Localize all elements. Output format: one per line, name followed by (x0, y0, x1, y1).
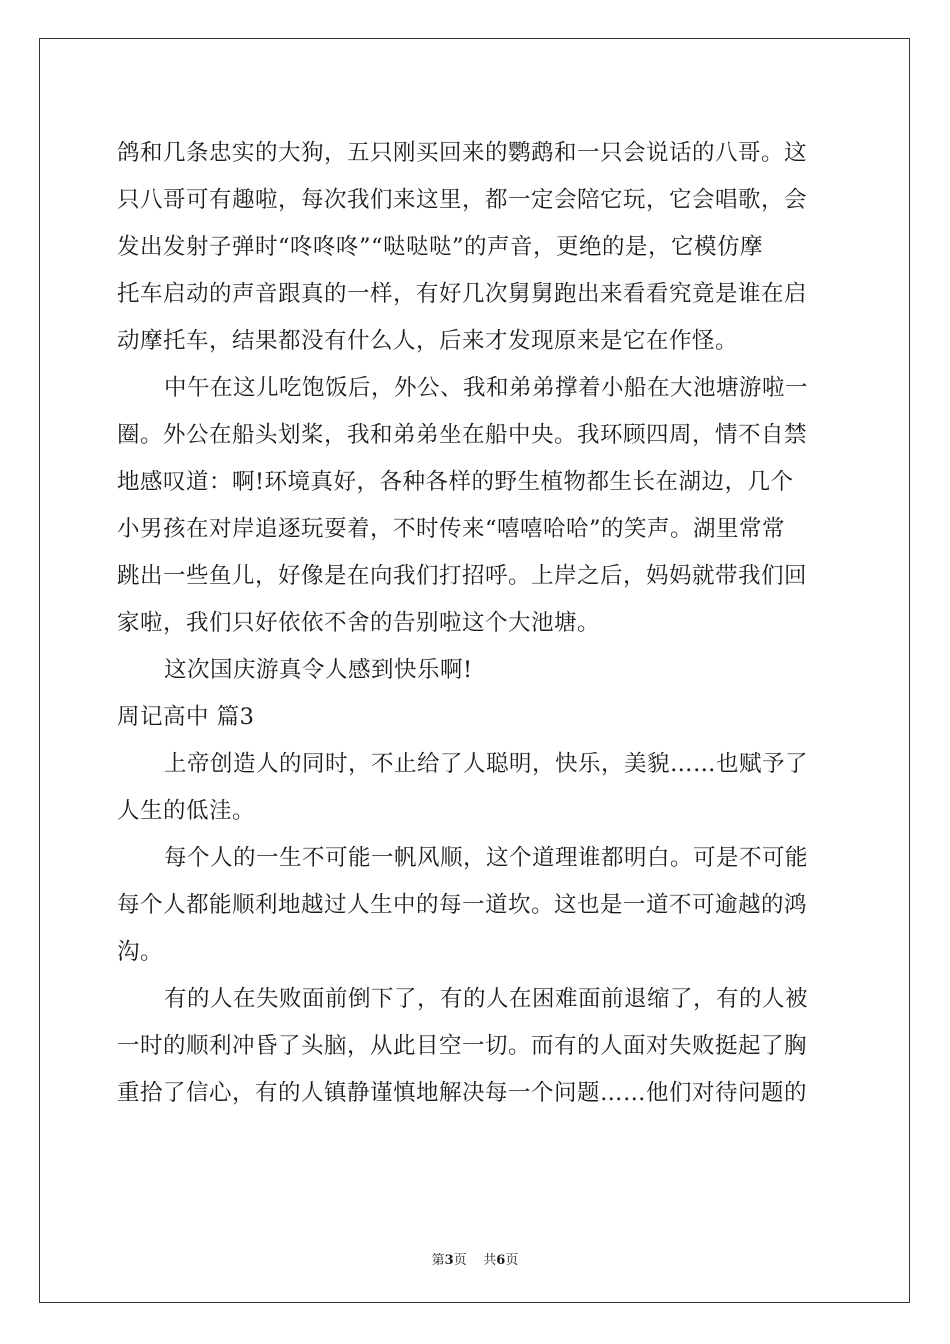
text-line: 家啦，我们只好依依不舍的告别啦这个大池塘。 (117, 610, 601, 636)
text-line: 重拾了信心，有的人镇静谨慎地解决每一个问题……他们对待问题的 (117, 1080, 808, 1106)
paragraph-start-line: 上帝创造人的同时，不止给了人聪明，快乐，美貌……也赋予了 (164, 751, 809, 777)
text-line: 圈。外公在船头划桨，我和弟弟坐在船中央。我环顾四周，情不自禁 (117, 422, 808, 448)
text-line: 鸽和几条忠实的大狗，五只刚买回来的鹦鹉和一只会说话的八哥。这 (117, 140, 808, 166)
paragraph-start-line: 这次国庆游真令人感到快乐啊! (164, 657, 473, 683)
text-line: 地感叹道：啊!环境真好，各种各样的野生植物都生长在湖边，几个 (117, 469, 794, 495)
text-line: 人生的低洼。 (117, 798, 256, 824)
total-prefix: 共 (483, 1253, 497, 1268)
text-line: 发出发射子弹时“咚咚咚”“哒哒哒”的声音，更绝的是，它模仿摩 (117, 234, 764, 260)
page-footer (0, 1249, 950, 1268)
page-prefix: 第 (431, 1253, 445, 1268)
text-line: 跳出一些鱼儿，好像是在向我们打招呼。上岸之后，妈妈就带我们回 (117, 563, 808, 589)
text-line: 动摩托车，结果都没有什么人，后来才发现原来是它在作怪。 (117, 328, 739, 354)
section-heading: 周记高中 篇3 (117, 704, 255, 730)
paragraph-start-line: 有的人在失败面前倒下了，有的人在困难面前退缩了，有的人被 (164, 986, 809, 1012)
text-line: 只八哥可有趣啦，每次我们来这里，都一定会陪它玩，它会唱歌，会 (117, 187, 808, 213)
text-line: 沟。 (117, 939, 164, 965)
text-line: 一时的顺利冲昏了头脑，从此目空一切。而有的人面对失败挺起了胸 (117, 1033, 808, 1059)
page-number: 3 (444, 1253, 454, 1268)
text-line: 小男孩在对岸追逐玩耍着，不时传来“嘻嘻哈哈”的笑声。湖里常常 (117, 516, 786, 542)
document-body (117, 130, 837, 1117)
paragraph-start-line: 中午在这儿吃饱饭后，外公、我和弟弟撑着小船在大池塘游啦一 (164, 375, 809, 401)
paragraph-start-line: 每个人的一生不可能一帆风顺，这个道理谁都明白。可是不可能 (164, 845, 809, 871)
total-pages: 6 (496, 1253, 506, 1268)
total-suffix: 页 (505, 1253, 519, 1268)
text-line: 托车启动的声音跟真的一样，有好几次舅舅跑出来看看究竟是谁在启 (117, 281, 808, 307)
page-suffix: 页 (453, 1253, 467, 1268)
text-line: 每个人都能顺利地越过人生中的每一道坎。这也是一道不可逾越的鸿 (117, 892, 808, 918)
